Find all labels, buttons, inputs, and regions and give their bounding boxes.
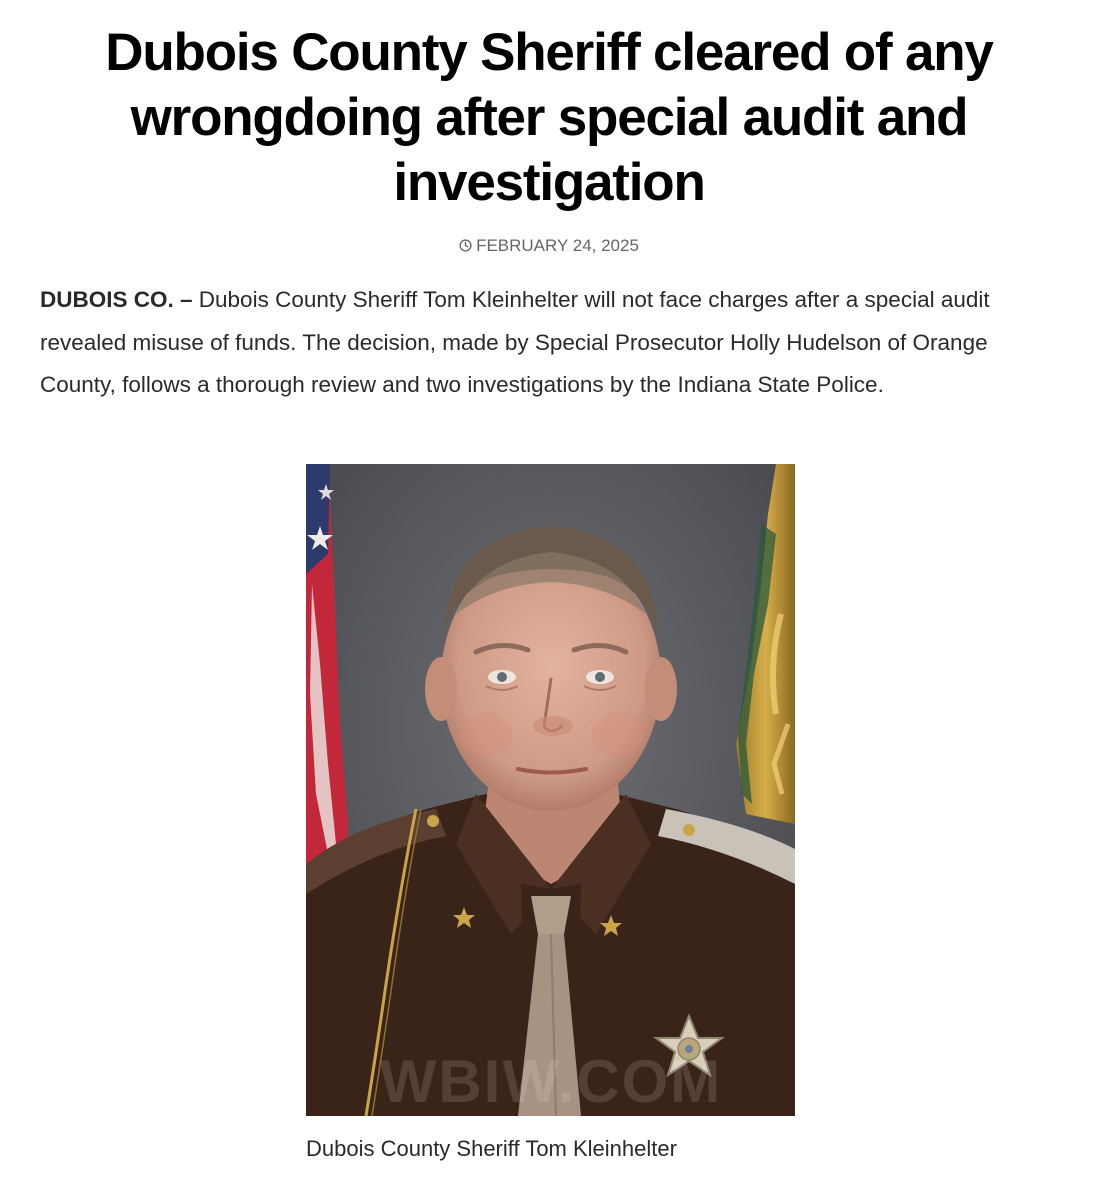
article-meta bbox=[0, 235, 1098, 257]
clock-icon bbox=[459, 239, 472, 252]
publish-date: FEBRUARY 24, 2025 bbox=[476, 236, 639, 255]
photo-watermark: WBIW.COM bbox=[379, 1048, 723, 1115]
article-lead-paragraph: Dubois County Sheriff Tom Kleinhelter will not face charges after a special audit revealed misuse of funds. The decision, made by Special Prosecutor Holly Hudelson of Orange County, follows a thorough review and two investigations by the Indiana State Police. bbox=[40, 287, 990, 397]
article-headline: Dubois County Sheriff cleared of any wrongdoing after special audit and investigation bbox=[105, 23, 993, 212]
sheriff-portrait bbox=[306, 464, 795, 1116]
article-body bbox=[40, 279, 1060, 407]
dateline: DUBOIS CO. – bbox=[40, 287, 193, 312]
photo-caption: Dubois County Sheriff Tom Kleinhelter bbox=[306, 1136, 677, 1161]
